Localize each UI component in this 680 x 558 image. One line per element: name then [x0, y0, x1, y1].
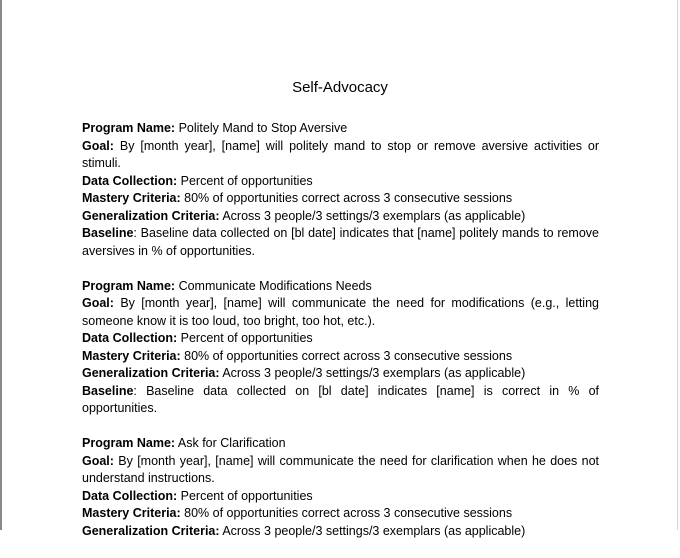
baseline-label: Baseline	[82, 383, 134, 398]
program-block-3	[82, 435, 599, 540]
data-collection-label: Data Collection:	[82, 173, 178, 188]
data-collection-label: Data Collection:	[82, 331, 178, 345]
mastery-criteria-value: 80% of opportunities correct across 3 consecutive sessions	[184, 506, 513, 520]
generalization-criteria-line	[82, 523, 599, 541]
baseline-label: Baseline	[82, 226, 134, 240]
data-collection-line	[82, 330, 599, 348]
program-name-label: Program Name:	[82, 278, 176, 293]
generalization-criteria-line	[82, 365, 599, 383]
baseline-line	[82, 225, 599, 260]
program-name-line	[82, 120, 599, 138]
program-block-1	[82, 120, 599, 260]
mastery-criteria-label: Mastery Criteria:	[82, 506, 181, 520]
document-title: Self-Advocacy	[292, 79, 388, 96]
mastery-criteria-value: 80% of opportunities correct across 3 consecutive sessions	[184, 348, 513, 363]
baseline-value: : Baseline data collected on [bl date] indicates [name] is correct in % of opportunities.	[82, 383, 599, 415]
mastery-criteria-line	[82, 348, 599, 366]
generalization-criteria-label: Generalization Criteria:	[82, 523, 220, 538]
program-name-value: Politely Mand to Stop Aversive	[178, 121, 348, 135]
data-collection-line	[82, 488, 599, 506]
program-name-value: Ask for Clarification	[177, 436, 286, 450]
mastery-criteria-value: 80% of opportunities correct across 3 consecutive sessions	[184, 191, 513, 205]
goal-value: By [month year], [name] will politely mand to stop or remove aversive activities or stimuli.	[82, 138, 599, 170]
baseline-value: : Baseline data collected on [bl date] indicates that [name] politely mands to remove aversives in % of opportunities.	[82, 226, 599, 258]
program-name-value: Communicate Modifications Needs	[178, 278, 372, 293]
program-block-2	[82, 278, 599, 418]
generalization-criteria-label: Generalization Criteria:	[82, 366, 220, 380]
program-name-label: Program Name:	[82, 121, 176, 135]
goal-value: By [month year], [name] will communicate the need for modifications (e.g., letting someone know it is too loud, too bright, too hot, etc.).	[82, 296, 599, 328]
generalization-criteria-value: Across 3 people/3 settings/3 exemplars (as applicable)	[222, 366, 526, 380]
goal-label: Goal:	[82, 138, 114, 153]
generalization-criteria-value: Across 3 people/3 settings/3 exemplars (as applicable)	[222, 523, 526, 538]
goal-line	[82, 453, 599, 488]
program-name-label: Program Name:	[82, 436, 176, 450]
goal-line	[82, 295, 599, 330]
goal-value: By [month year], [name] will communicate the need for clarification when he does not understand instructions.	[82, 453, 599, 485]
baseline-line	[82, 383, 599, 418]
data-collection-value: Percent of opportunities	[180, 488, 313, 503]
generalization-criteria-value: Across 3 people/3 settings/3 exemplars (as applicable)	[222, 208, 526, 223]
document-body	[82, 120, 599, 558]
data-collection-value: Percent of opportunities	[180, 173, 313, 188]
mastery-criteria-line	[82, 190, 599, 208]
mastery-criteria-label: Mastery Criteria:	[82, 191, 181, 205]
generalization-criteria-label: Generalization Criteria:	[82, 208, 220, 223]
program-name-line	[82, 435, 599, 453]
generalization-criteria-line	[82, 208, 599, 226]
mastery-criteria-label: Mastery Criteria:	[82, 348, 181, 363]
data-collection-label: Data Collection:	[82, 488, 178, 503]
data-collection-value: Percent of opportunities	[180, 331, 313, 345]
goal-label: Goal:	[82, 296, 114, 310]
program-name-line	[82, 278, 599, 296]
data-collection-line	[82, 173, 599, 191]
goal-label: Goal:	[82, 453, 114, 468]
goal-line	[82, 138, 599, 173]
mastery-criteria-line	[82, 505, 599, 523]
